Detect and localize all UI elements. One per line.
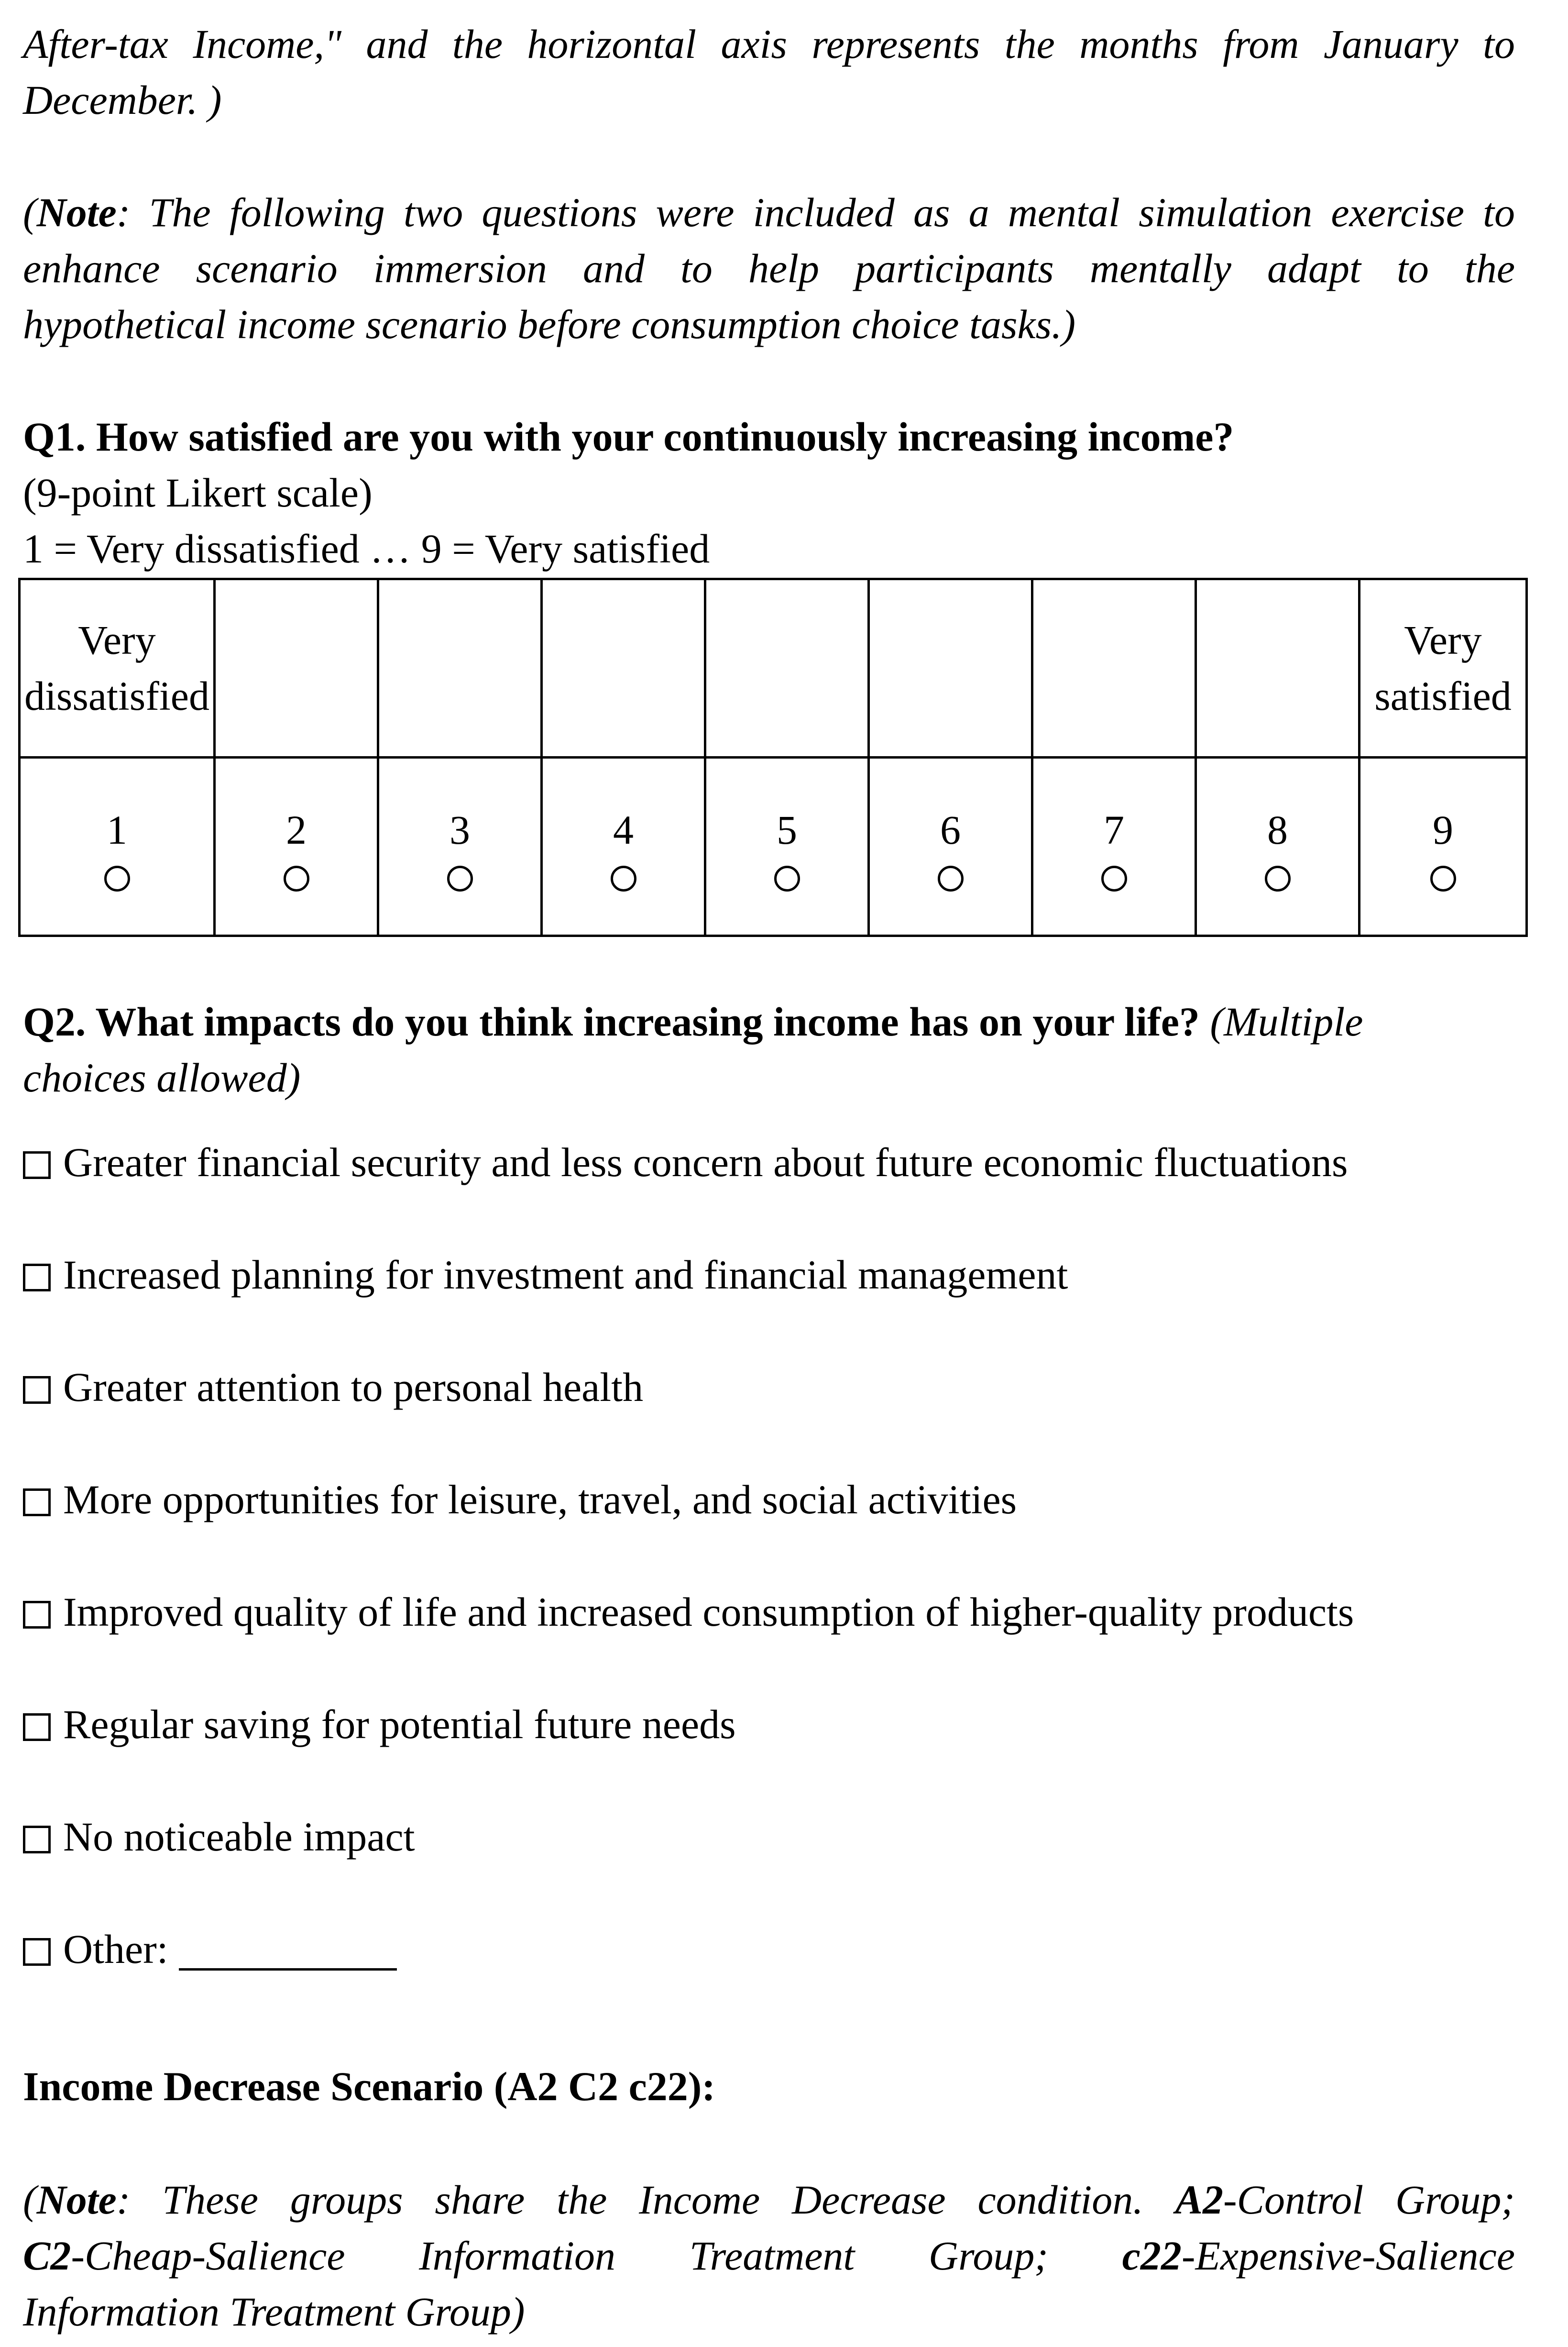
option-label: Greater financial security and less concern about future economic fluctuations [63, 1139, 1348, 1185]
empty-anchor-cell [1196, 579, 1360, 758]
note2-text-3: -Cheap-Salience Information Treatment Group; [71, 2233, 1048, 2279]
q1-scale: (9-point Likert scale) [23, 470, 373, 516]
intro-line-1: After-tax Income," and the horizontal axis represents the months from January to [23, 21, 1515, 67]
likert-option-4[interactable] [542, 758, 705, 936]
radio-circle-icon[interactable] [1430, 866, 1456, 892]
note1-open-paren: ( [23, 189, 37, 235]
note2-text-1: : These groups share the Income Decrease condition. [116, 2177, 1143, 2223]
checkbox-icon[interactable] [23, 1713, 51, 1741]
radio-circle-icon[interactable] [611, 866, 636, 892]
left-anchor-line-2: dissatisfied [24, 673, 209, 719]
q2-option-2[interactable] [23, 1247, 1068, 1303]
checkbox-icon[interactable] [23, 1376, 51, 1404]
left-anchor-cell [20, 579, 215, 758]
radio-circle-icon[interactable] [447, 866, 473, 892]
likert-number: 7 [1104, 806, 1124, 853]
option-label: Increased planning for investment and financial management [63, 1252, 1068, 1298]
likert-option-8[interactable] [1196, 758, 1360, 936]
likert-number: 3 [450, 806, 470, 853]
group-a2-label: A2 [1175, 2177, 1224, 2223]
option-label: Improved quality of life and increased consumption of higher-quality products [63, 1589, 1354, 1635]
note2-line-2 [23, 2228, 1515, 2284]
radio-circle-icon[interactable] [1101, 866, 1127, 892]
q2-hint-1: (Multiple [1210, 999, 1363, 1045]
likert-number: 5 [777, 806, 797, 853]
likert-option-7[interactable] [1032, 758, 1196, 936]
radio-circle-icon[interactable] [938, 866, 964, 892]
right-anchor-line-1: Very [1404, 617, 1482, 663]
empty-anchor-cell [215, 579, 378, 758]
section-heading: Income Decrease Scenario (A2 C2 c22): [23, 2063, 716, 2109]
q2-option-4[interactable] [23, 1472, 1017, 1528]
q2-option-3[interactable] [23, 1359, 643, 1415]
likert-number: 8 [1267, 806, 1288, 853]
q1-anchors: 1 = Very dissatisfied … 9 = Very satisfied [23, 526, 710, 572]
empty-anchor-cell [378, 579, 542, 758]
option-label: Greater attention to personal health [63, 1364, 644, 1410]
note2-text-4: -Expensive-Salience [1181, 2233, 1515, 2279]
left-anchor-line-1: Very [78, 617, 156, 663]
q2-option-7[interactable] [23, 1809, 415, 1865]
empty-anchor-cell [1032, 579, 1196, 758]
checkbox-icon[interactable] [23, 1826, 51, 1853]
checkbox-icon[interactable] [23, 1488, 51, 1516]
note1-line-1 [23, 185, 1515, 241]
q2-option-5[interactable] [23, 1584, 1354, 1640]
likert-number: 1 [107, 806, 127, 853]
likert-option-6[interactable] [869, 758, 1032, 936]
group-c22-label: c22 [1122, 2233, 1182, 2279]
note2-text-2: -Control Group; [1223, 2177, 1515, 2223]
likert-option-9[interactable] [1360, 758, 1527, 936]
other-blank-field[interactable] [179, 1935, 397, 1971]
note1-text-1: : The following two questions were included as a mental simulation exercise to [116, 189, 1515, 235]
likert-number: 6 [940, 806, 961, 853]
note2-open-paren: ( [23, 2177, 37, 2223]
group-c2-label: C2 [23, 2233, 71, 2279]
likert-number: 2 [286, 806, 307, 853]
q1-question: Q1. How satisfied are you with your continuously increasing income? [23, 414, 1234, 460]
q2-question: Q2. What impacts do you think increasing income has on your life? [23, 999, 1200, 1045]
q2-question-line-1 [23, 994, 1515, 1050]
option-label: Regular saving for potential future needs [63, 1701, 736, 1747]
intro-line-2: December. ) [23, 77, 222, 123]
empty-anchor-cell [705, 579, 869, 758]
q2-hint-2: choices allowed) [23, 1055, 301, 1101]
likert-option-3[interactable] [378, 758, 542, 936]
radio-circle-icon[interactable] [104, 866, 130, 892]
note1-line-3: hypothetical income scenario before consumption choice tasks.) [23, 301, 1076, 347]
empty-anchor-cell [869, 579, 1032, 758]
right-anchor-cell [1360, 579, 1527, 758]
checkbox-icon[interactable] [23, 1151, 51, 1179]
likert-option-1[interactable] [20, 758, 215, 936]
q2-option-other[interactable] [23, 1921, 397, 1977]
note1-line-2: enhance scenario immersion and to help participants mentally adapt to the [23, 245, 1515, 291]
option-label: More opportunities for leisure, travel, and social activities [63, 1477, 1017, 1522]
radio-circle-icon[interactable] [284, 866, 309, 892]
likert-options-row [20, 758, 1527, 936]
note2-label: Note [36, 2177, 117, 2223]
note2-line-3: Information Treatment Group) [23, 2289, 525, 2335]
note1-label: Note [36, 189, 117, 235]
radio-circle-icon[interactable] [1265, 866, 1291, 892]
option-label: Other: [63, 1926, 168, 1972]
likert-anchor-row [20, 579, 1527, 758]
note2-line-1 [23, 2172, 1515, 2228]
radio-circle-icon[interactable] [774, 866, 800, 892]
checkbox-icon[interactable] [23, 1264, 51, 1291]
likert-option-5[interactable] [705, 758, 869, 936]
empty-anchor-cell [542, 579, 705, 758]
likert-scale-table [18, 578, 1528, 937]
right-anchor-line-2: satisfied [1374, 673, 1512, 719]
checkbox-icon[interactable] [23, 1938, 51, 1966]
q2-option-1[interactable] [23, 1135, 1348, 1190]
q2-option-6[interactable] [23, 1697, 736, 1752]
likert-number: 9 [1433, 806, 1453, 853]
likert-number: 4 [613, 806, 634, 853]
option-label: No noticeable impact [63, 1814, 415, 1860]
checkbox-icon[interactable] [23, 1601, 51, 1629]
likert-option-2[interactable] [215, 758, 378, 936]
